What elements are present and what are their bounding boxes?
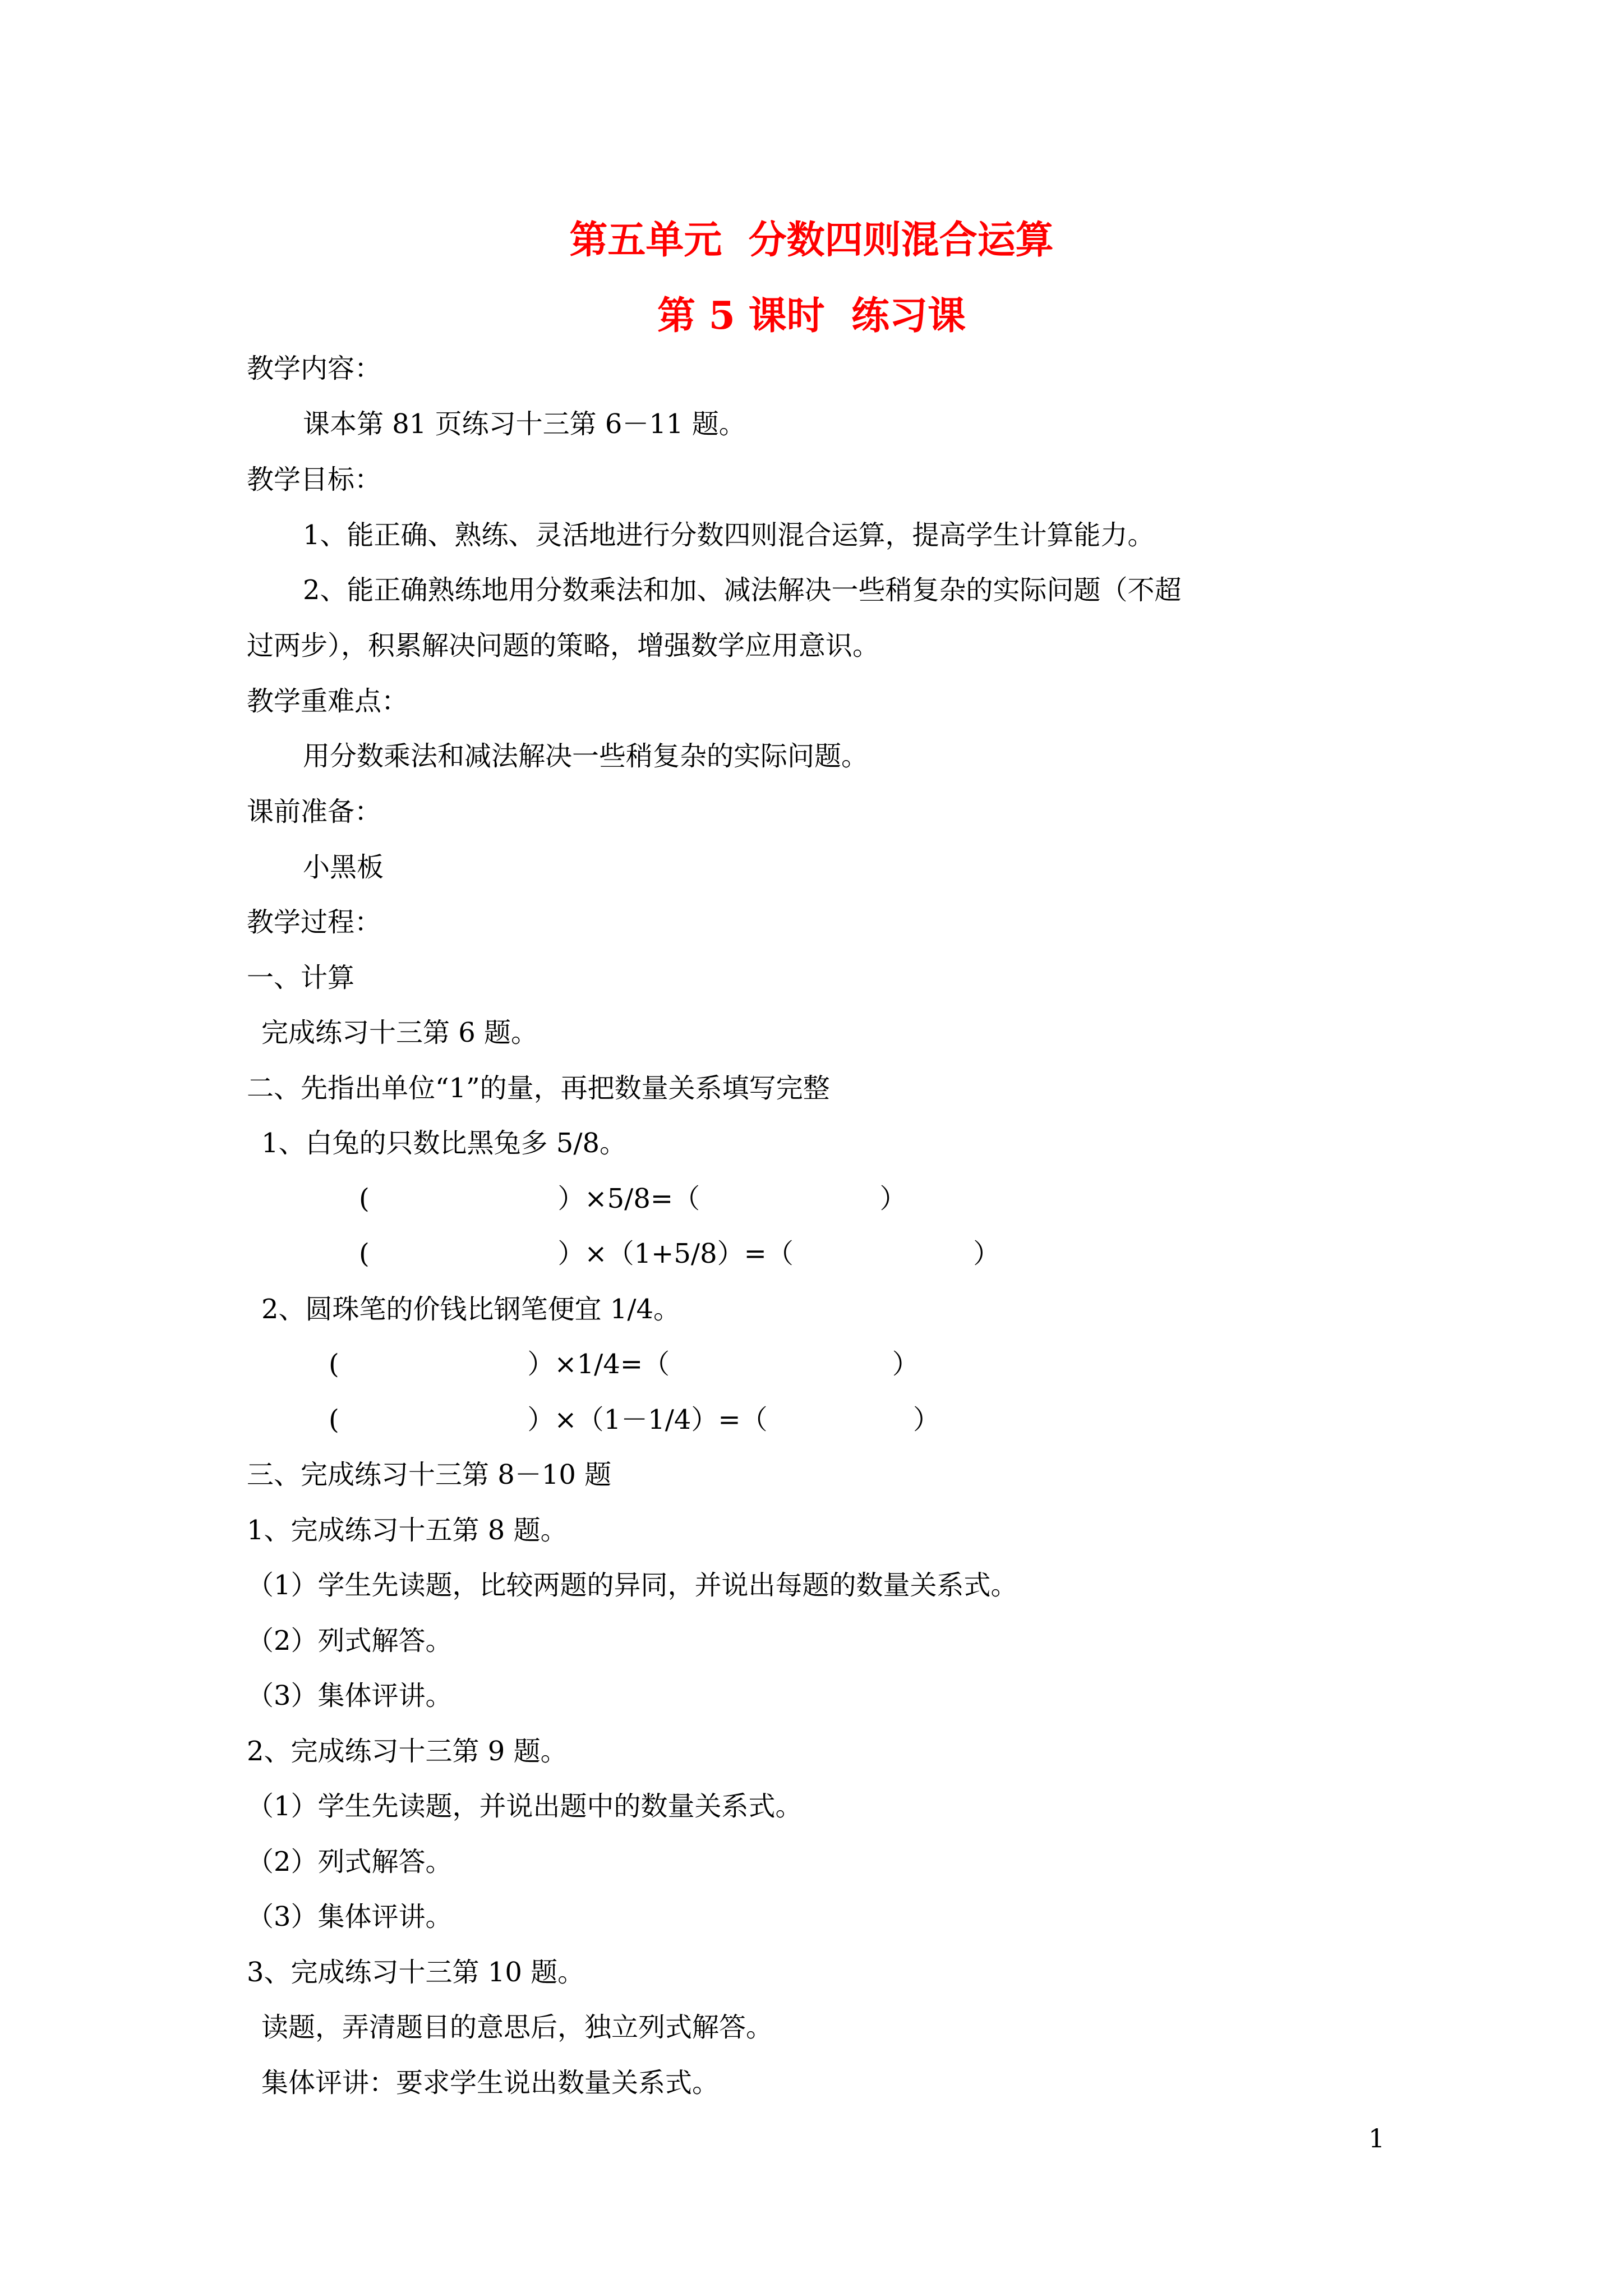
- section-heading-content: 教学内容：: [247, 353, 382, 384]
- exercise-9-step-2: （2）列式解答。: [247, 1846, 453, 1878]
- part-1-heading: 一、计算: [247, 962, 355, 993]
- document-subtitle: 第 5 课时 练习课: [657, 293, 966, 338]
- question-1-blank-a: ( ）×5/8=（ ）: [359, 1183, 907, 1214]
- question-2-blank-a: ( ）×1/4=（ ）: [329, 1349, 919, 1380]
- section-heading-process: 教学过程：: [247, 907, 382, 938]
- section-heading-goals: 教学目标：: [247, 464, 382, 495]
- section-heading-preparation: 课前准备：: [247, 796, 382, 827]
- exercise-8-step-3: （3）集体评讲。: [247, 1680, 453, 1711]
- exercise-10-heading: 3、完成练习十三第 10 题。: [247, 1957, 585, 1988]
- goal-2: 2、能正确熟练地用分数乘法和加、减法解决一些稍复杂的实际问题（不超: [303, 574, 1182, 606]
- section-heading-key-points: 教学重难点：: [247, 685, 409, 717]
- preparation-text: 小黑板: [303, 852, 384, 883]
- goal-2-continued: 过两步），积累解决问题的策略，增强数学应用意识。: [247, 630, 880, 661]
- part-1-text: 完成练习十三第 6 题。: [261, 1017, 538, 1048]
- part-3-heading: 三、完成练习十三第 8－10 题: [247, 1459, 612, 1490]
- part-2-heading: 二、先指出单位“1”的量，再把数量关系填写完整: [247, 1073, 830, 1104]
- exercise-8-heading: 1、完成练习十五第 8 题。: [247, 1515, 568, 1546]
- page-number: 1: [1368, 2123, 1385, 2154]
- question-2: 2、圆珠笔的价钱比钢笔便宜 1/4。: [261, 1294, 681, 1325]
- question-1-blank-b: ( ）×（1+5/8）=（ ）: [359, 1238, 1000, 1269]
- exercise-8-step-2: （2）列式解答。: [247, 1625, 453, 1657]
- document-title: 第五单元 分数四则混合运算: [569, 218, 1054, 263]
- question-2-blank-b: ( ）×（1－1/4）=（ ）: [329, 1404, 940, 1435]
- exercise-10-step-2: 集体评讲：要求学生说出数量关系式。: [261, 2067, 720, 2099]
- exercise-9-heading: 2、完成练习十三第 9 题。: [247, 1736, 568, 1767]
- exercise-10-step-1: 读题，弄清题目的意思后，独立列式解答。: [261, 2012, 773, 2043]
- exercise-9-step-3: （3）集体评讲。: [247, 1901, 453, 1932]
- exercise-8-step-1: （1）学生先读题，比较两题的异同，并说出每题的数量关系式。: [247, 1570, 1018, 1601]
- content-text: 课本第 81 页练习十三第 6－11 题。: [303, 408, 746, 440]
- key-points-text: 用分数乘法和减法解决一些稍复杂的实际问题。: [303, 740, 869, 772]
- question-1: 1、白兔的只数比黑兔多 5/8。: [261, 1128, 627, 1159]
- goal-1: 1、能正确、熟练、灵活地进行分数四则混合运算，提高学生计算能力。: [303, 519, 1155, 551]
- exercise-9-step-1: （1）学生先读题，并说出题中的数量关系式。: [247, 1791, 803, 1822]
